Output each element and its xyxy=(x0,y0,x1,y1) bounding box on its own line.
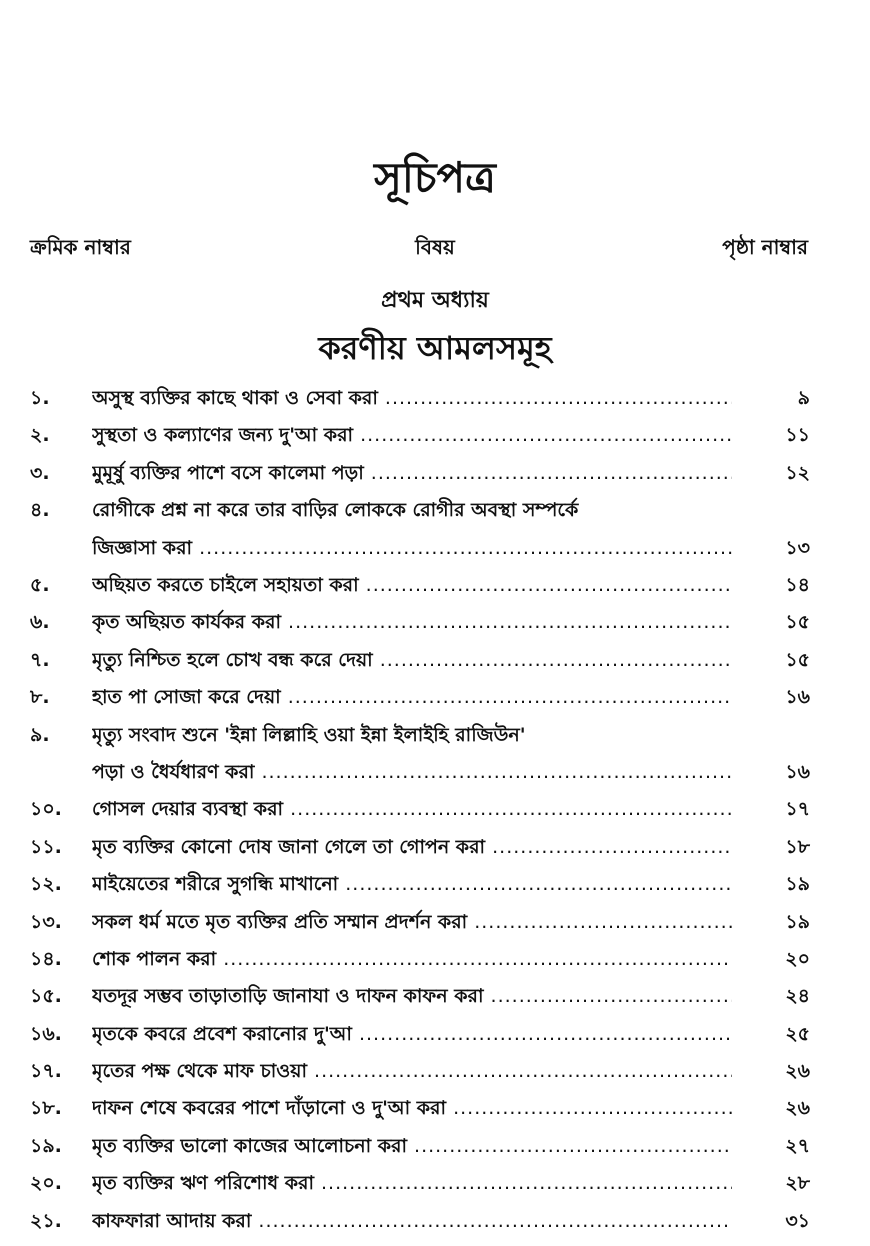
toc-item-title xyxy=(92,978,732,1015)
toc-item-title xyxy=(92,941,732,978)
toc-item-page-number: ১৪ xyxy=(785,573,810,596)
toc-item-title-line-with-leader: মৃত ব্যক্তির ঋণ পরিশোধ করা ..... xyxy=(92,1165,732,1202)
toc-item-page-number: ১৭ xyxy=(785,798,810,821)
toc-item-page-number: ২৪ xyxy=(785,985,810,1008)
toc-row xyxy=(0,829,870,866)
toc-item-number: ১৫. xyxy=(30,985,62,1008)
toc-item-number: ১. xyxy=(30,387,50,409)
toc-row xyxy=(0,1203,870,1240)
toc-item-title xyxy=(92,380,732,417)
toc-row xyxy=(0,492,870,567)
toc-item-title-line-with-leader: শোক পালন করা ..... xyxy=(92,941,732,978)
toc-item-title xyxy=(92,1053,732,1090)
toc-item-page-number: ৯ xyxy=(797,387,810,409)
page-title: সূচিপত্র xyxy=(374,153,496,202)
section-title: করণীয় আমলসমূহ xyxy=(318,329,552,367)
toc-item-page-number: ১৩ xyxy=(785,536,810,559)
toc-row xyxy=(0,1090,870,1127)
toc-item-page-number: ১৯ xyxy=(785,873,810,896)
toc-item-title xyxy=(92,717,732,792)
toc-item-page-number: ২৬ xyxy=(785,1060,810,1083)
toc-item-title xyxy=(92,1203,732,1240)
toc-item-title xyxy=(92,829,732,866)
toc-item-title xyxy=(92,417,732,454)
toc-row xyxy=(0,1128,870,1165)
toc-item-page-number: ২৬ xyxy=(785,1097,810,1120)
toc-item-title-line-with-leader: সকল ধর্ম মতে মৃত ব্যক্তির প্রতি সম্মান প্রদর্শন করা ..... xyxy=(92,904,732,941)
toc-item-page-number: ১৬ xyxy=(785,686,810,709)
toc-item-title-line-with-leader: মৃত ব্যক্তির কোনো দোষ জানা গেলে তা গোপন করা ..... xyxy=(92,829,732,866)
toc-item-title-line-with-leader: জিজ্ঞাসা করা ..... xyxy=(92,530,732,567)
toc-item-page-number: ২০ xyxy=(785,947,810,970)
toc-row xyxy=(0,941,870,978)
toc-item-title-line-with-leader: অছিয়ত করতে চাইলে সহায়তা করা ..... xyxy=(92,567,732,604)
toc-list xyxy=(0,380,870,1240)
column-header-page: পৃষ্ঠা নাম্বার xyxy=(722,235,808,259)
toc-item-title xyxy=(92,1016,732,1053)
toc-item-title-line-with-leader: মুমূর্ষু ব্যক্তির পাশে বসে কালেমা পড়া ..... xyxy=(92,455,732,492)
toc-row xyxy=(0,567,870,604)
toc-item-title-line-with-leader: মৃত ব্যক্তির ভালো কাজের আলোচনা করা ..... xyxy=(92,1128,732,1165)
toc-item-title-line-with-leader: সুস্থতা ও কল্যাণের জন্য দু'আ করা ..... xyxy=(92,417,732,454)
toc-item-title xyxy=(92,866,732,903)
toc-item-number: ১২. xyxy=(30,873,62,896)
toc-item-title-line-with-leader: মৃতকে কবরে প্রবেশ করানোর দু'আ ..... xyxy=(92,1016,732,1053)
toc-item-title-line-with-leader: গোসল দেয়ার ব্যবস্থা করা ..... xyxy=(92,791,732,828)
toc-row xyxy=(0,1053,870,1090)
toc-item-page-number: ১৫ xyxy=(785,648,810,671)
toc-item-page-number: ১৮ xyxy=(785,835,810,858)
toc-item-title xyxy=(92,604,732,641)
column-header-serial: ক্রমিক নাম্বার xyxy=(30,235,131,259)
toc-item-page-number: ১২ xyxy=(785,461,810,484)
toc-item-title xyxy=(92,1128,732,1165)
column-header-subject: বিষয় xyxy=(415,235,455,259)
toc-item-number: ১০. xyxy=(30,798,62,821)
toc-row xyxy=(0,604,870,641)
toc-item-title-line-with-leader: মাইয়েতের শরীরে সুগন্ধি মাখানো ..... xyxy=(92,866,732,903)
toc-item-title-line-with-leader: কাফফারা আদায় করা ..... xyxy=(92,1203,732,1240)
toc-item-number: ৯. xyxy=(30,723,50,746)
toc-item-number: ৫. xyxy=(30,573,50,596)
toc-item-title-line: রোগীকে প্রশ্ন না করে তার বাড়ির লোককে রোগীর অবস্থা সম্পর্কে xyxy=(92,499,579,522)
toc-item-title xyxy=(92,1090,732,1127)
toc-item-title xyxy=(92,904,732,941)
toc-row xyxy=(0,978,870,1015)
toc-row xyxy=(0,642,870,679)
toc-row xyxy=(0,791,870,828)
toc-row xyxy=(0,679,870,716)
toc-row xyxy=(0,380,870,417)
toc-item-title-line-with-leader: মৃতের পক্ষ থেকে মাফ চাওয়া ..... xyxy=(92,1053,732,1090)
toc-item-title-line-with-leader: মৃত্যু নিশ্চিত হলে চোখ বন্ধ করে দেয়া ..... xyxy=(92,642,732,679)
toc-item-page-number: ১৫ xyxy=(785,611,810,634)
toc-item-number: ৭. xyxy=(30,648,50,671)
toc-item-title xyxy=(92,492,732,567)
toc-row xyxy=(0,717,870,792)
toc-item-title xyxy=(92,1165,732,1202)
toc-row xyxy=(0,417,870,454)
toc-item-number: ৮. xyxy=(30,686,50,709)
toc-item-number: ১১. xyxy=(30,835,62,858)
toc-item-number: ৬. xyxy=(30,611,50,634)
toc-item-number: ২০. xyxy=(30,1172,62,1195)
toc-row xyxy=(0,1165,870,1202)
toc-item-number: ১৬. xyxy=(30,1022,62,1045)
toc-item-title-line: মৃত্যু সংবাদ শুনে 'ইন্না লিল্লাহি ওয়া ইন্না ইলাইহি রাজিউন' xyxy=(92,723,526,746)
toc-row xyxy=(0,866,870,903)
toc-item-title-line-with-leader: হাত পা সোজা করে দেয়া ..... xyxy=(92,679,732,716)
toc-item-page-number: ২৫ xyxy=(785,1022,810,1045)
toc-item-title xyxy=(92,791,732,828)
toc-item-number: ১৩. xyxy=(30,910,62,933)
toc-item-title xyxy=(92,642,732,679)
toc-item-title-line-with-leader: অসুস্থ ব্যক্তির কাছে থাকা ও সেবা করা ..... xyxy=(92,380,732,417)
toc-item-title-line-with-leader: যতদূর সম্ভব তাড়াতাড়ি জানাযা ও দাফন কাফন করা ..... xyxy=(92,978,732,1015)
toc-row xyxy=(0,904,870,941)
toc-item-page-number: ৩১ xyxy=(785,1209,810,1232)
toc-item-title xyxy=(92,567,732,604)
toc-item-number: ২১. xyxy=(30,1209,62,1232)
toc-item-page-number: ২৭ xyxy=(785,1134,810,1157)
toc-item-number: ১৯. xyxy=(30,1134,62,1157)
toc-item-number: ২. xyxy=(30,424,50,447)
toc-item-title-line-with-leader: পড়া ও ধৈর্যধারণ করা ..... xyxy=(92,754,732,791)
toc-row xyxy=(0,455,870,492)
toc-item-number: ১৮. xyxy=(30,1097,62,1120)
toc-item-page-number: ১১ xyxy=(785,424,810,447)
toc-item-page-number: ২৮ xyxy=(785,1172,810,1195)
toc-item-number: ৪. xyxy=(30,499,50,522)
toc-item-title-line-with-leader: দাফন শেষে কবরের পাশে দাঁড়ানো ও দু'আ করা ..... xyxy=(92,1090,732,1127)
toc-item-number: ৩. xyxy=(30,461,50,484)
toc-row xyxy=(0,1016,870,1053)
toc-item-title-line-with-leader: কৃত অছিয়ত কার্যকর করা ..... xyxy=(92,604,732,641)
toc-item-number: ১৪. xyxy=(30,947,62,970)
toc-item-title xyxy=(92,455,732,492)
toc-item-page-number: ১৬ xyxy=(785,760,810,783)
chapter-heading: প্রথম অধ্যায় xyxy=(381,288,489,313)
toc-item-page-number: ১৯ xyxy=(785,910,810,933)
toc-item-number: ১৭. xyxy=(30,1060,62,1083)
toc-item-title xyxy=(92,679,732,716)
